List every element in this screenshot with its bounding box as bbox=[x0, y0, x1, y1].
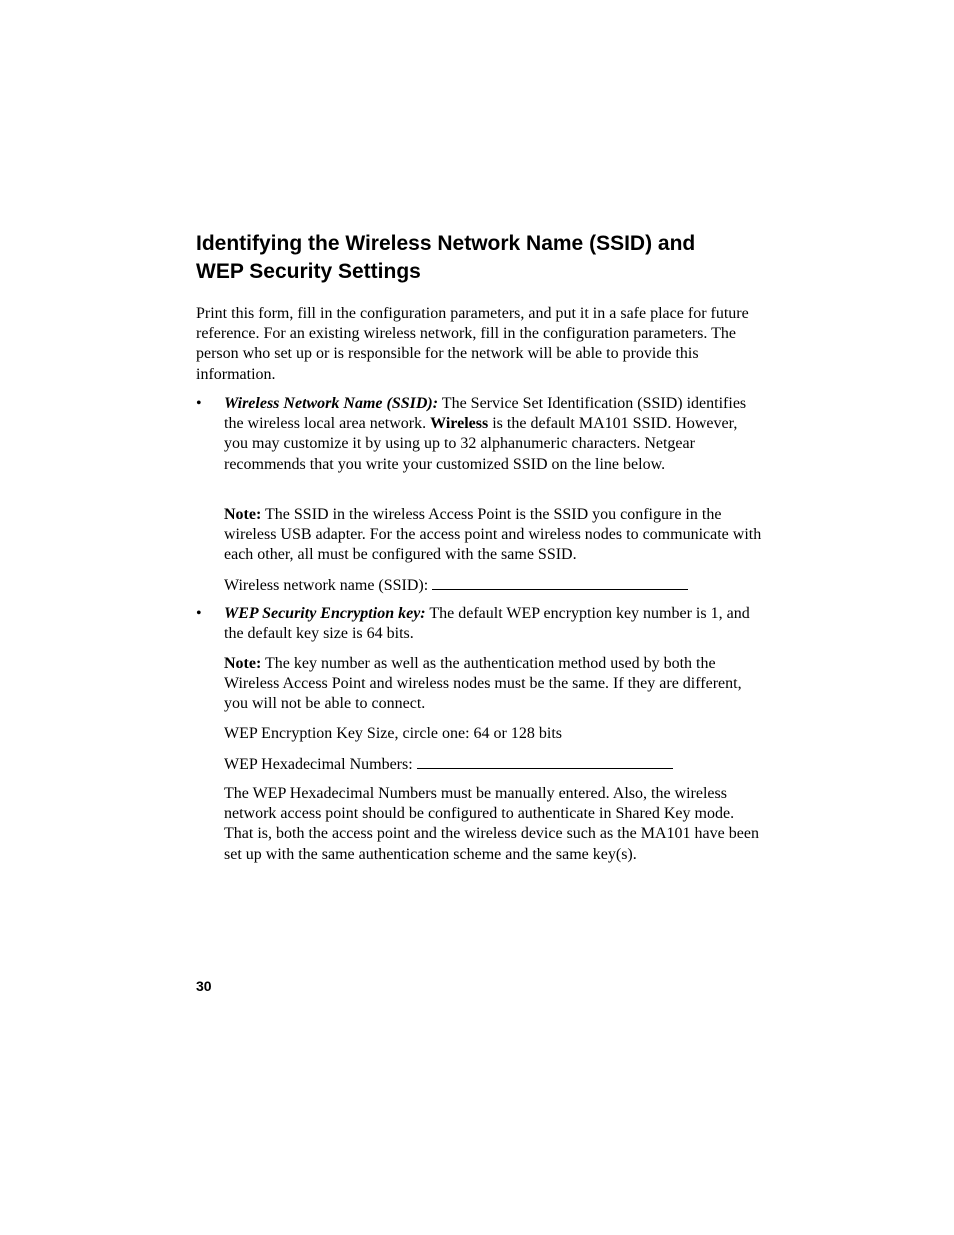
ssid-blank-line[interactable] bbox=[432, 575, 688, 590]
ssid-desc-b: is the default MA101 SSID. However, you may customize it by using up to 32 alphanumeric characters. Netgear recommends that you write your customized SSID on the line below. bbox=[224, 415, 738, 473]
wep-term: WEP Security Encryption key: bbox=[224, 605, 426, 622]
hex-blank-line[interactable] bbox=[417, 754, 673, 769]
bullet-ssid-text bbox=[224, 394, 764, 475]
ssid-desc-a: The Service Set Identification (SSID) identifies the wireless local area network. bbox=[224, 395, 747, 433]
closing-paragraph: The WEP Hexadecimal Numbers must be manually entered. Also, the wireless network access point should be configured to authenticate in Shared Key mode. That is, both the access point and the wireless device such as the MA101 have been set up with the same authentication scheme and the same key(s). bbox=[224, 785, 759, 863]
hex-form-field bbox=[224, 754, 764, 775]
note-ssid-text: The SSID in the wireless Access Point is the SSID you configure in the wireless USB adapter. For the access point and wireless nodes to communicate with each other, all must be configured with the same SSID. bbox=[224, 506, 762, 564]
ssid-term: Wireless Network Name (SSID): bbox=[224, 395, 439, 412]
note-label: Note: bbox=[224, 655, 262, 672]
section-heading bbox=[196, 230, 796, 286]
key-size-line: WEP Encryption Key Size, circle one: 64 or 128 bits bbox=[224, 725, 562, 742]
bullet-marker: • bbox=[196, 395, 202, 412]
bullet-wep-text bbox=[224, 604, 764, 644]
page-number: 30 bbox=[196, 978, 212, 994]
ssid-default-name: Wireless bbox=[430, 415, 489, 433]
ssid-form-field bbox=[224, 575, 764, 596]
bullet-marker: • bbox=[196, 605, 202, 622]
note-wep bbox=[224, 654, 764, 715]
heading-line-2: WEP Security Settings bbox=[196, 260, 421, 283]
hex-field-label: WEP Hexadecimal Numbers: bbox=[224, 756, 413, 773]
ssid-field-label: Wireless network name (SSID): bbox=[224, 577, 429, 594]
note-wep-text: The key number as well as the authentication method used by both the Wireless Access Point and wireless nodes must be the same. If they are different, you will not be able to connect. bbox=[224, 655, 742, 713]
intro-paragraph: Print this form, fill in the configuration parameters, and put it in a safe place for future reference. For an existing wireless network, fill in the configuration parameters. The person who set up or is responsible for the network will be able to provide this information. bbox=[196, 305, 749, 383]
note-label: Note: bbox=[224, 506, 262, 523]
heading-line-1: Identifying the Wireless Network Name (SSID) and bbox=[196, 232, 696, 255]
note-ssid bbox=[224, 505, 764, 566]
wep-desc: The default WEP encryption key number is 1, and the default key size is 64 bits. bbox=[224, 605, 750, 643]
